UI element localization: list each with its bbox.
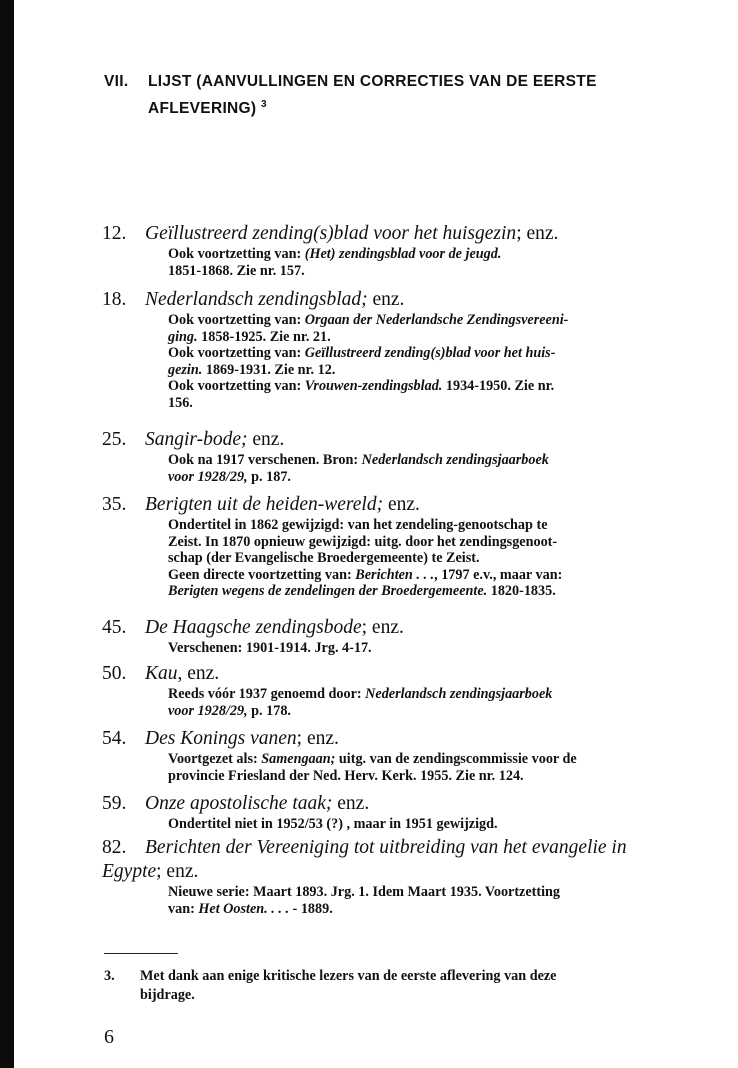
- entry: [102, 222, 702, 279]
- heading-line-2: AFLEVERING): [148, 100, 257, 117]
- entry-heading: [102, 616, 702, 640]
- note-text: p. 178.: [247, 702, 291, 719]
- entry-number: 50.: [102, 663, 127, 684]
- note-line: [168, 263, 694, 280]
- heading-line-1: LIJST (AANVULLINGEN EN CORRECTIES VAN DE EERSTE: [148, 73, 597, 90]
- entry-number: 82.: [102, 837, 127, 858]
- note-line: [168, 534, 694, 551]
- note-text: , 1797 e.v., maar van:: [434, 566, 563, 583]
- note-text: provincie Friesland der Ned. Herv. Kerk. 1955. Zie nr. 124.: [168, 767, 524, 784]
- entry-suffix: ; enz.: [296, 728, 339, 749]
- entry-heading-continued: [102, 860, 702, 884]
- note-text: 1858-1925. Zie nr. 21.: [197, 328, 331, 345]
- footnote-line-2: bijdrage.: [140, 987, 195, 1003]
- note-title: Geïllustreerd zending(s)blad voor het huis-: [304, 345, 556, 361]
- entry-note: [168, 452, 694, 485]
- note-text: Zeist. In 1870 opnieuw gewijzigd: uitg. door het zendingsgenoot-: [168, 533, 558, 550]
- note-line: [168, 452, 694, 469]
- note-text: Ook voortzetting van:: [168, 345, 305, 361]
- footnote-line-1: Met dank aan enige kritische lezers van de eerste aflevering van deze: [140, 968, 557, 984]
- entry: [102, 428, 702, 485]
- entry: [102, 792, 702, 833]
- page-number: 6: [104, 1026, 114, 1048]
- note-text: Ook voortzetting van:: [168, 312, 305, 328]
- note-line: [168, 378, 694, 395]
- entry-number: 59.: [102, 793, 127, 814]
- footnote-reference: 3: [260, 99, 267, 110]
- entry-heading: [102, 792, 702, 816]
- note-line: [168, 768, 694, 785]
- entry-number: 45.: [102, 617, 127, 638]
- note-title: Samengaan;: [261, 751, 336, 767]
- note-text: Ondertitel in 1862 gewijzigd: van het zendeling-genootschap te: [168, 517, 548, 533]
- entry-number: 12.: [102, 223, 127, 244]
- note-text: schap (der Evangelische Broedergemeente) te Zeist.: [168, 550, 480, 566]
- note-title: Het Oosten. . . .: [198, 900, 289, 917]
- note-text: - 1889.: [289, 900, 333, 917]
- footnote-rule: [104, 953, 178, 954]
- note-line: [168, 550, 694, 567]
- note-text: uitg. van de zendingscommissie voor de: [335, 751, 577, 767]
- entry-heading: [102, 493, 702, 517]
- note-text: Ook voortzetting van:: [168, 246, 305, 262]
- entry-title-continued: Egypte: [102, 861, 157, 882]
- note-title: Nederlandsch zendingsjaarboek: [365, 686, 553, 702]
- entry-title: Berigten uit de heiden-wereld;: [145, 494, 384, 515]
- section-number: VII.: [104, 73, 129, 90]
- entry: [102, 493, 702, 600]
- note-text: Ook voortzetting van:: [168, 378, 305, 394]
- entry-suffix: , enz.: [177, 663, 220, 684]
- note-text: p. 187.: [247, 468, 291, 485]
- note-title: Berichten . . .: [355, 566, 435, 583]
- entry: [102, 836, 702, 917]
- footnote-number: 3.: [104, 968, 115, 984]
- entry-note: [168, 640, 694, 657]
- entry: [102, 662, 702, 719]
- entry-title: Onze apostolische taak;: [145, 793, 333, 814]
- note-line: [168, 329, 694, 346]
- note-line: [168, 686, 694, 703]
- note-line: [168, 703, 694, 720]
- note-title: voor 1928/29,: [168, 702, 248, 719]
- entry-title: Nederlandsch zendingsblad;: [145, 289, 368, 310]
- note-line: [168, 312, 694, 329]
- entry-title: Des Konings vanen: [145, 728, 297, 749]
- entry-suffix: ; enz.: [156, 861, 199, 882]
- entry-suffix: enz.: [332, 793, 370, 814]
- note-text: Verschenen: 1901-1914. Jrg. 4-17.: [168, 640, 372, 656]
- entry-number: 54.: [102, 728, 127, 749]
- note-line: [168, 816, 694, 833]
- note-text: 1869-1931. Zie nr. 12.: [202, 361, 336, 378]
- note-text: Ook na 1917 verschenen. Bron:: [168, 452, 362, 468]
- entry-note: [168, 517, 694, 600]
- entry-note: [168, 686, 694, 719]
- note-title: Vrouwen-zendingsblad.: [304, 378, 443, 394]
- entry-heading: [102, 727, 702, 751]
- note-line: [168, 640, 694, 657]
- note-line: [168, 362, 694, 379]
- entry-suffix: ; enz.: [361, 617, 404, 638]
- note-line: [168, 345, 694, 362]
- note-text: Geen directe voortzetting van:: [168, 566, 356, 583]
- entry-title: De Haagsche zendingsbode: [145, 617, 362, 638]
- note-title: Nederlandsch zendingsjaarboek: [361, 452, 549, 468]
- entry-title: Berichten der Vereeniging tot uitbreiding van het evangelie in: [145, 837, 627, 858]
- entry-title: Kau: [145, 663, 178, 684]
- note-text: 1820-1835.: [487, 583, 556, 599]
- entry-note: [168, 751, 694, 784]
- entry-title: Geïllustreerd zending(s)blad voor het huisgezin: [145, 223, 517, 244]
- note-title: (Het) zendingsblad voor de jeugd.: [304, 246, 502, 262]
- entry-suffix: enz.: [247, 429, 285, 450]
- entry: [102, 616, 702, 657]
- note-text: Ondertitel niet in 1952/53 (?) , maar in 1951 gewijzigd.: [168, 816, 498, 832]
- entry-note: [168, 312, 694, 411]
- note-title: voor 1928/29,: [168, 468, 248, 485]
- note-line: [168, 884, 694, 901]
- entry-heading: [102, 222, 702, 246]
- note-text: van:: [168, 900, 199, 917]
- entry-title: Sangir-bode;: [145, 429, 248, 450]
- entry-note: [168, 246, 694, 279]
- entry-suffix: ; enz.: [516, 223, 559, 244]
- note-text: 1851-1868. Zie nr. 157.: [168, 262, 305, 279]
- entry-suffix: enz.: [383, 494, 420, 515]
- entry-heading: [102, 662, 702, 686]
- note-line: [168, 469, 694, 486]
- entry-note: [168, 884, 694, 917]
- note-text: Nieuwe serie: Maart 1893. Jrg. 1. Idem Maart 1935. Voortzetting: [168, 884, 561, 900]
- entry-suffix: enz.: [367, 289, 405, 310]
- entry-heading: [102, 288, 702, 312]
- note-line: [168, 567, 694, 584]
- note-text: 156.: [168, 394, 193, 411]
- entry-number: 25.: [102, 429, 127, 450]
- scan-edge: [0, 0, 14, 1068]
- note-title: Orgaan der Nederlandsche Zendingsvereeni-: [304, 312, 569, 328]
- note-title: Berigten wegens de zendelingen der Broedergemeente.: [168, 583, 488, 599]
- note-line: [168, 583, 694, 600]
- note-line: [168, 246, 694, 263]
- entry-number: 18.: [102, 289, 127, 310]
- note-text: Reeds vóór 1937 genoemd door:: [168, 686, 366, 702]
- entry: [102, 288, 702, 411]
- note-text: 1934-1950. Zie nr.: [442, 378, 555, 394]
- entry-heading: [102, 836, 702, 860]
- note-line: [168, 751, 694, 768]
- entry: [102, 727, 702, 784]
- section-heading: [104, 70, 704, 120]
- note-line: [168, 901, 694, 918]
- entry-note: [168, 816, 694, 833]
- entry-number: 35.: [102, 494, 127, 515]
- note-line: [168, 395, 694, 412]
- footnote: [104, 967, 698, 1005]
- note-line: [168, 517, 694, 534]
- entry-heading: [102, 428, 702, 452]
- note-title: ging.: [168, 328, 198, 345]
- note-title: gezin.: [168, 361, 203, 378]
- note-text: Voortgezet als:: [168, 751, 262, 767]
